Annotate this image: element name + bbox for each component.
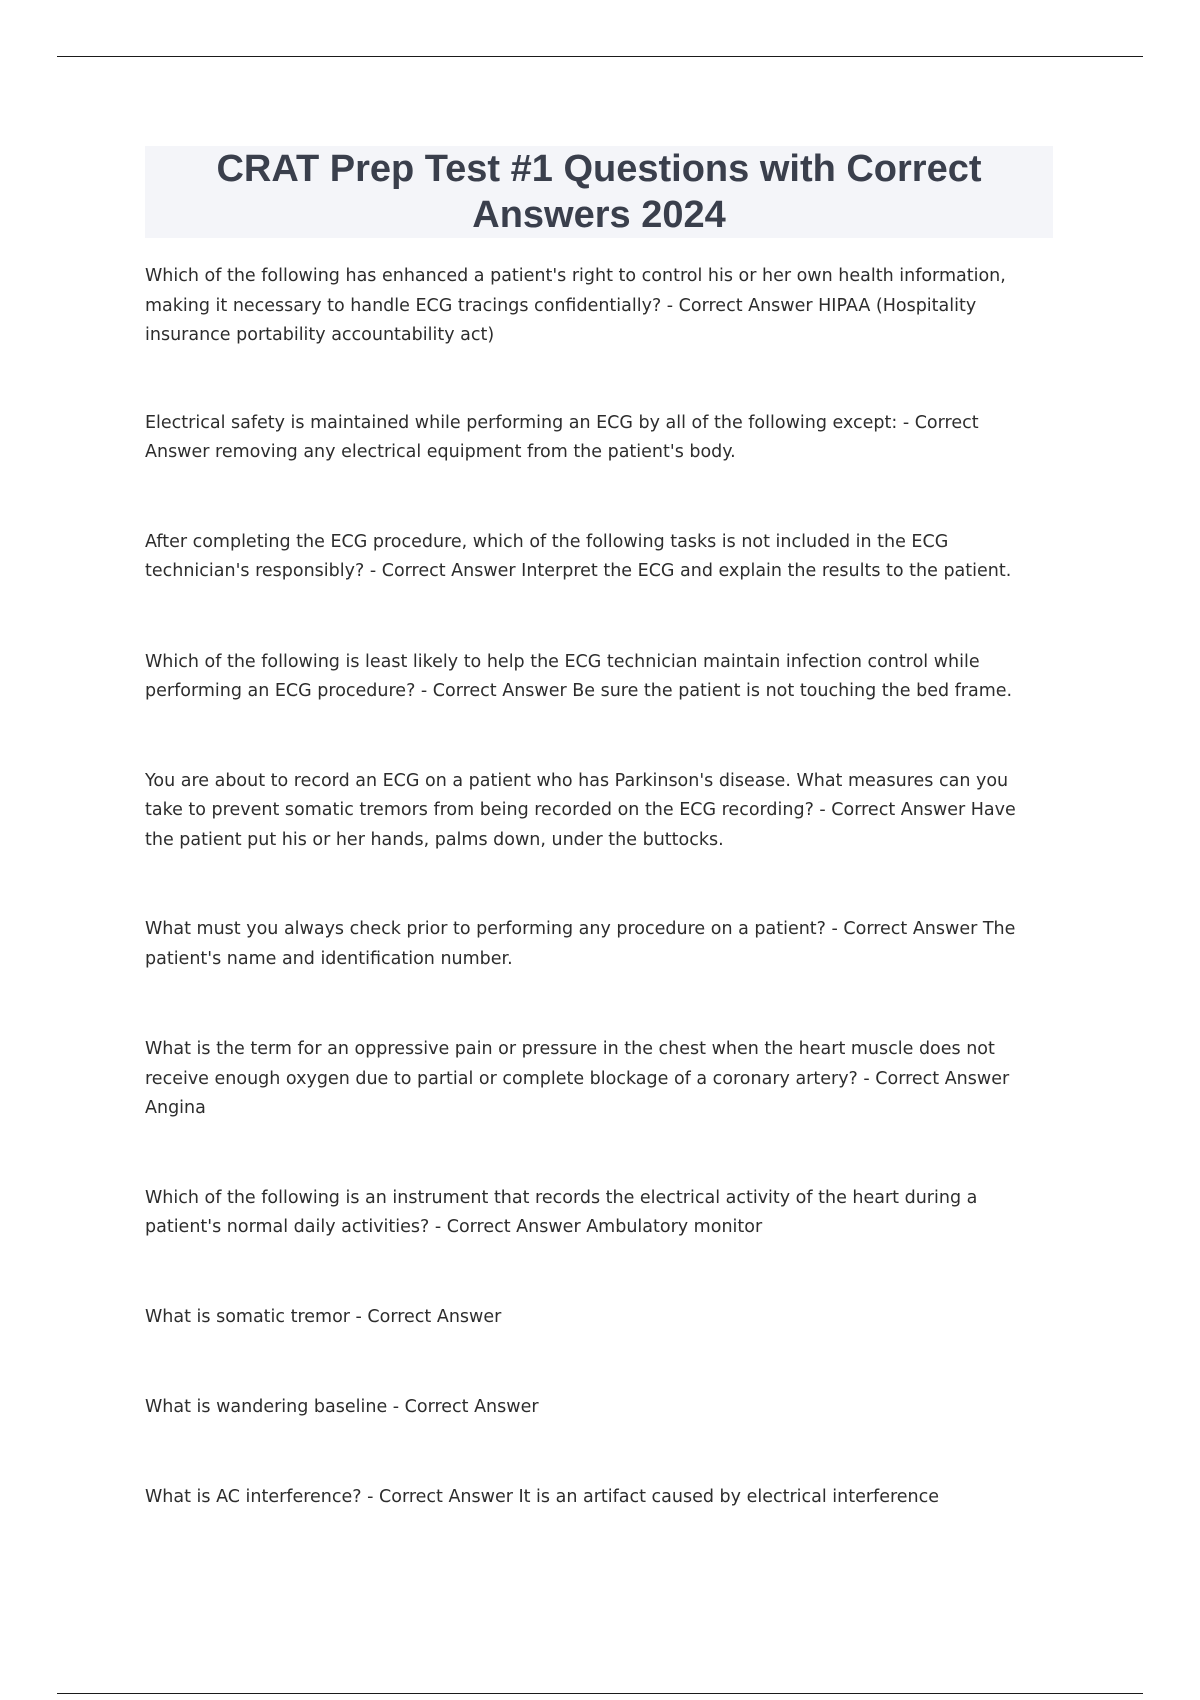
- header-rule: [57, 56, 1143, 57]
- qa-item: What is AC interference? - Correct Answer It is an artifact caused by electrical interference: [145, 1486, 940, 1507]
- qa-item: What is wandering baseline - Correct Answer: [145, 1397, 539, 1417]
- qa-item: After completing the ECG procedure, which of the following tasks is not included in the ECG technician's responsibly? - Correct Answer Interpret the ECG and explain the results to the patient.: [145, 531, 1012, 581]
- qa-item: What must you always check prior to performing any procedure on a patient? - Correct Answer The patient's name and identification number.: [145, 919, 1016, 969]
- qa-item: Which of the following is an instrument that records the electrical activity of the heart during a patient's normal daily activities? - Correct Answer Ambulatory monitor: [145, 1187, 978, 1237]
- qa-item: What is somatic tremor - Correct Answer: [145, 1306, 502, 1327]
- qa-item: Which of the following is least likely to help the ECG technician maintain infection control while performing an ECG procedure? - Correct Answer Be sure the patient is not touching the bed frame.: [145, 651, 1013, 701]
- title-banner: [145, 146, 1053, 238]
- document-title: CRAT Prep Test #1 Questions with Correct Answers 2024: [216, 148, 982, 236]
- qa-item: Electrical safety is maintained while performing an ECG by all of the following except: - Correct Answer removing any electrical equipment from the patient's body.: [145, 412, 979, 462]
- qa-item: Which of the following has enhanced a patient's right to control his or her own health information, making it necessary to handle ECG tracings confidentially? - Correct Answer HIPAA (Hospitality insurance portability accountability act): [145, 266, 1006, 345]
- qa-item: You are about to record an ECG on a patient who has Parkinson's disease. What measures can you take to prevent somatic tremors from being recorded on the ECG recording? - Correct Answer Have the patient put his or her hands, palms down, under the buttocks.: [145, 770, 1016, 850]
- footer-rule: [57, 1693, 1143, 1694]
- qa-list: [145, 262, 1045, 1512]
- qa-item: What is the term for an oppressive pain or pressure in the chest when the heart muscle does not receive enough oxygen due to partial or complete blockage of a coronary artery? - Correct Answer Angina: [145, 1039, 1010, 1118]
